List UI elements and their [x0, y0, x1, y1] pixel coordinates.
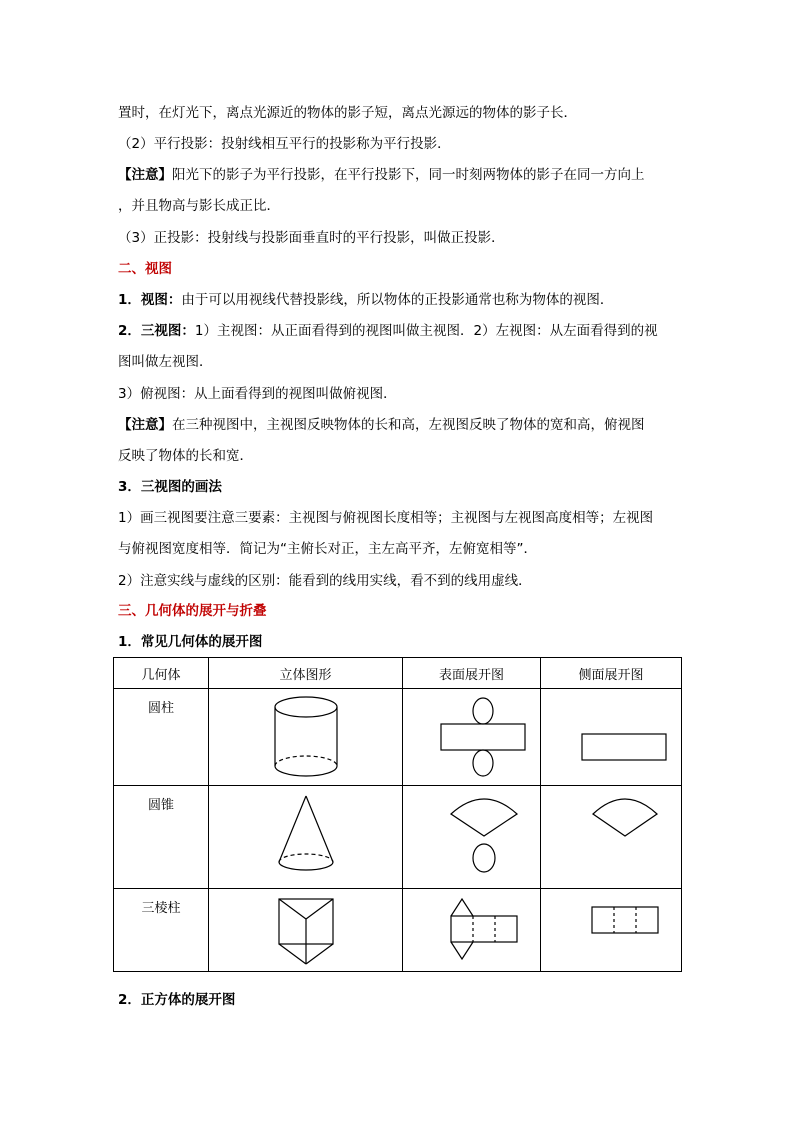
text-line-13: 1）画三视图要注意三要素：主视图与俯视图长度相等；主视图与左视图高度相等；左视图	[118, 510, 654, 526]
note-text-2: 在三种视图中，主视图反映物体的长和高，左视图反映了物体的宽和高，俯视图	[172, 417, 645, 433]
prism-lateral-net	[541, 889, 682, 972]
text-line-10	[118, 415, 645, 435]
text-line-3	[118, 165, 645, 185]
text-line-11: 反映了物体的长和宽．	[118, 448, 253, 464]
row-name-cylinder: 圆柱	[114, 689, 209, 786]
cylinder-3d-figure	[209, 689, 403, 786]
text-line-7	[118, 321, 658, 341]
text-line-9: 3）俯视图：从上面看得到的视图叫做俯视图．	[118, 386, 397, 402]
cylinder-surface-net	[403, 689, 541, 786]
table-row	[114, 786, 682, 889]
text-line-6	[118, 290, 613, 310]
cone-3d-figure	[209, 786, 403, 889]
row-name-cone: 圆锥	[114, 786, 209, 889]
subheading-drawing: 3．三视图的画法	[118, 479, 222, 495]
text-line-14: 与俯视图宽度相等．简记为“主俯长对正，主左高平齐，左俯宽相等”．	[118, 541, 537, 557]
prism-3d-figure	[209, 889, 403, 972]
text-line-4: ，并且物高与影长成正比．	[118, 198, 280, 214]
three-views-label: 2．三视图：	[118, 323, 195, 339]
nets-table	[113, 657, 681, 983]
table-row	[114, 689, 682, 786]
views-label: 1．视图：	[118, 292, 182, 308]
row-name-triangular-prism: 三棱柱	[114, 889, 209, 972]
subheading-common-nets: 1．常见几何体的展开图	[118, 634, 263, 650]
text-line-15: 2）注意实线与虚线的区别：能看到的线用实线，看不到的线用虚线．	[118, 573, 532, 589]
text-line-5: （3）正投影：投射线与投影面垂直时的平行投影，叫做正投影．	[118, 230, 505, 246]
section-heading-views: 二、视图	[118, 261, 172, 277]
header-3d-figure: 立体图形	[209, 658, 403, 689]
text-line-8: 图叫做左视图．	[118, 354, 213, 370]
note-text: 阳光下的影子为平行投影，在平行投影下，同一时刻两物体的影子在同一方向上	[172, 167, 645, 183]
header-lateral-net: 侧面展开图	[541, 658, 682, 689]
table-header-row	[114, 658, 682, 689]
text-line-1: 置时，在灯光下，离点光源近的物体的影子短，离点光源远的物体的影子长．	[118, 105, 577, 121]
cone-surface-net	[403, 786, 541, 889]
subheading-cube-nets: 2．正方体的展开图	[118, 992, 236, 1008]
header-solid: 几何体	[114, 658, 209, 689]
note-label-2: 【注意】	[118, 417, 172, 433]
three-views-text: 1）主视图：从正面看得到的视图叫做主视图．2）左视图：从左面看得到的视	[194, 323, 658, 339]
header-surface-net: 表面展开图	[403, 658, 541, 689]
note-label: 【注意】	[118, 167, 172, 183]
section-heading-nets: 三、几何体的展开与折叠	[118, 603, 267, 619]
views-text: 由于可以用视线代替投影线，所以物体的正投影通常也称为物体的视图．	[181, 292, 614, 308]
cylinder-lateral-net	[541, 689, 682, 786]
cone-lateral-net	[541, 786, 682, 889]
prism-surface-net	[403, 889, 541, 972]
table-row	[114, 889, 682, 972]
text-line-2: （2）平行投影：投射线相互平行的投影称为平行投影．	[118, 136, 451, 152]
